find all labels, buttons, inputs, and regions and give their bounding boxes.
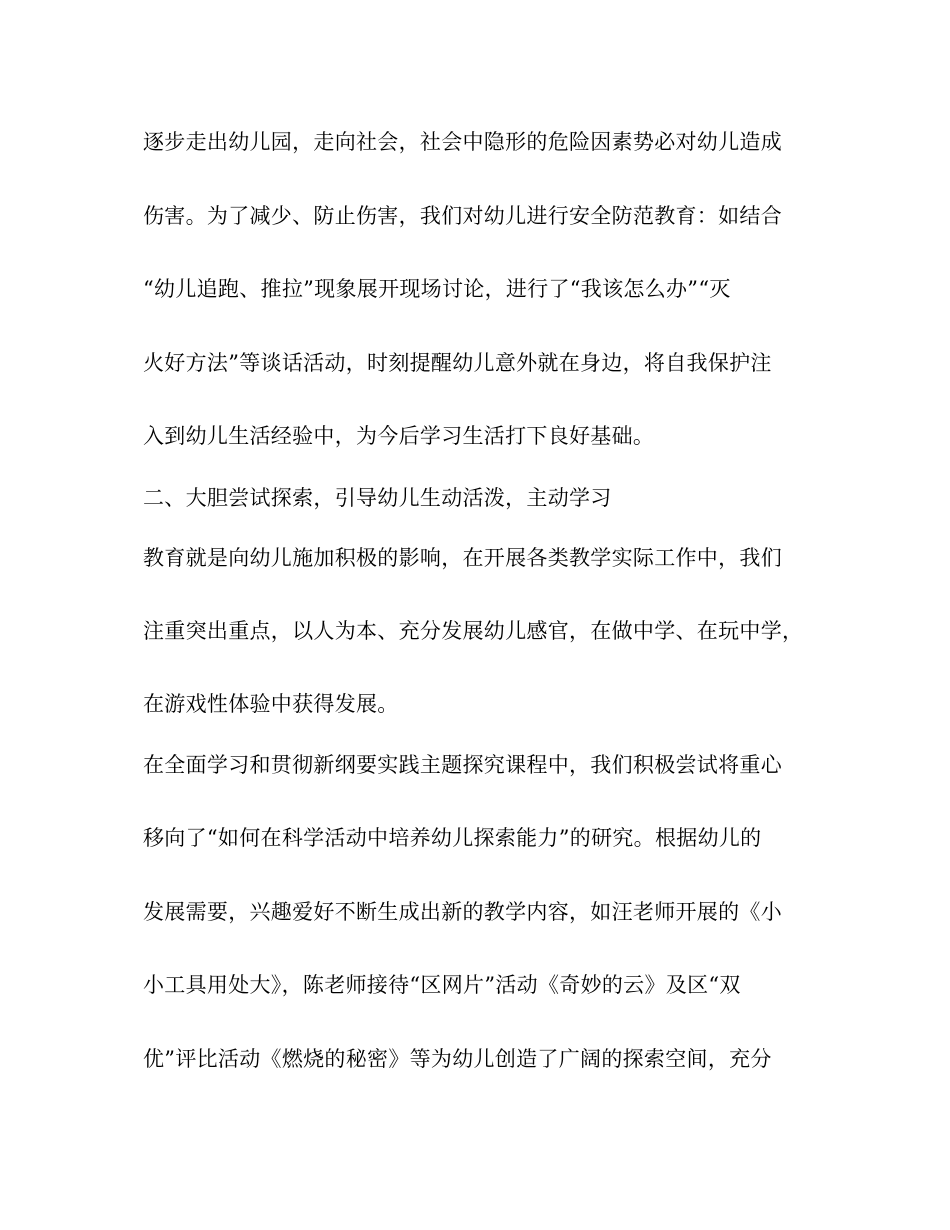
- text-line: 逐步走出幼儿园，走向社会，社会中隐形的危险因素势必对幼儿造成: [143, 130, 782, 154]
- text-line: 小工具用处大》，陈老师接待“区网片”活动《奇妙的云》及区“双: [143, 973, 741, 997]
- text-line: 注重突出重点，以人为本、充分发展幼儿感官，在做中学、在玩中学，: [143, 619, 804, 643]
- text-line: “幼儿追跑、推拉”现象展开现场讨论，进行了“我该怎么办”“灭: [143, 277, 731, 301]
- text-line: 火好方法”等谈话活动，时刻提醒幼儿意外就在身边，将自我保护注: [143, 351, 772, 375]
- text-line: 移向了“如何在科学活动中培养幼儿探索能力”的研究。根据幼儿的: [143, 826, 762, 850]
- text-line: 发展需要，兴趣爱好不断生成出新的教学内容，如汪老师开展的《小: [143, 900, 782, 924]
- text-line: 优”评比活动《燃烧的秘密》等为幼儿创造了广阔的探索空间，充分: [143, 1047, 772, 1071]
- text-line: 入到幼儿生活经验中，为今后学习生活打下良好基础。: [143, 424, 655, 448]
- text-line: 在游戏性体验中获得发展。: [143, 692, 399, 716]
- text-line: 伤害。为了减少、防止伤害，我们对幼儿进行安全防范教育：如结合: [143, 204, 782, 228]
- text-line: 在全面学习和贯彻新纲要实践主题探究课程中，我们积极尝试将重心: [143, 753, 782, 777]
- section-heading: 二、大胆尝试探索，引导幼儿生动活泼，主动学习: [143, 486, 612, 510]
- text-line: 教育就是向幼儿施加积极的影响，在开展各类教学实际工作中，我们: [143, 546, 782, 570]
